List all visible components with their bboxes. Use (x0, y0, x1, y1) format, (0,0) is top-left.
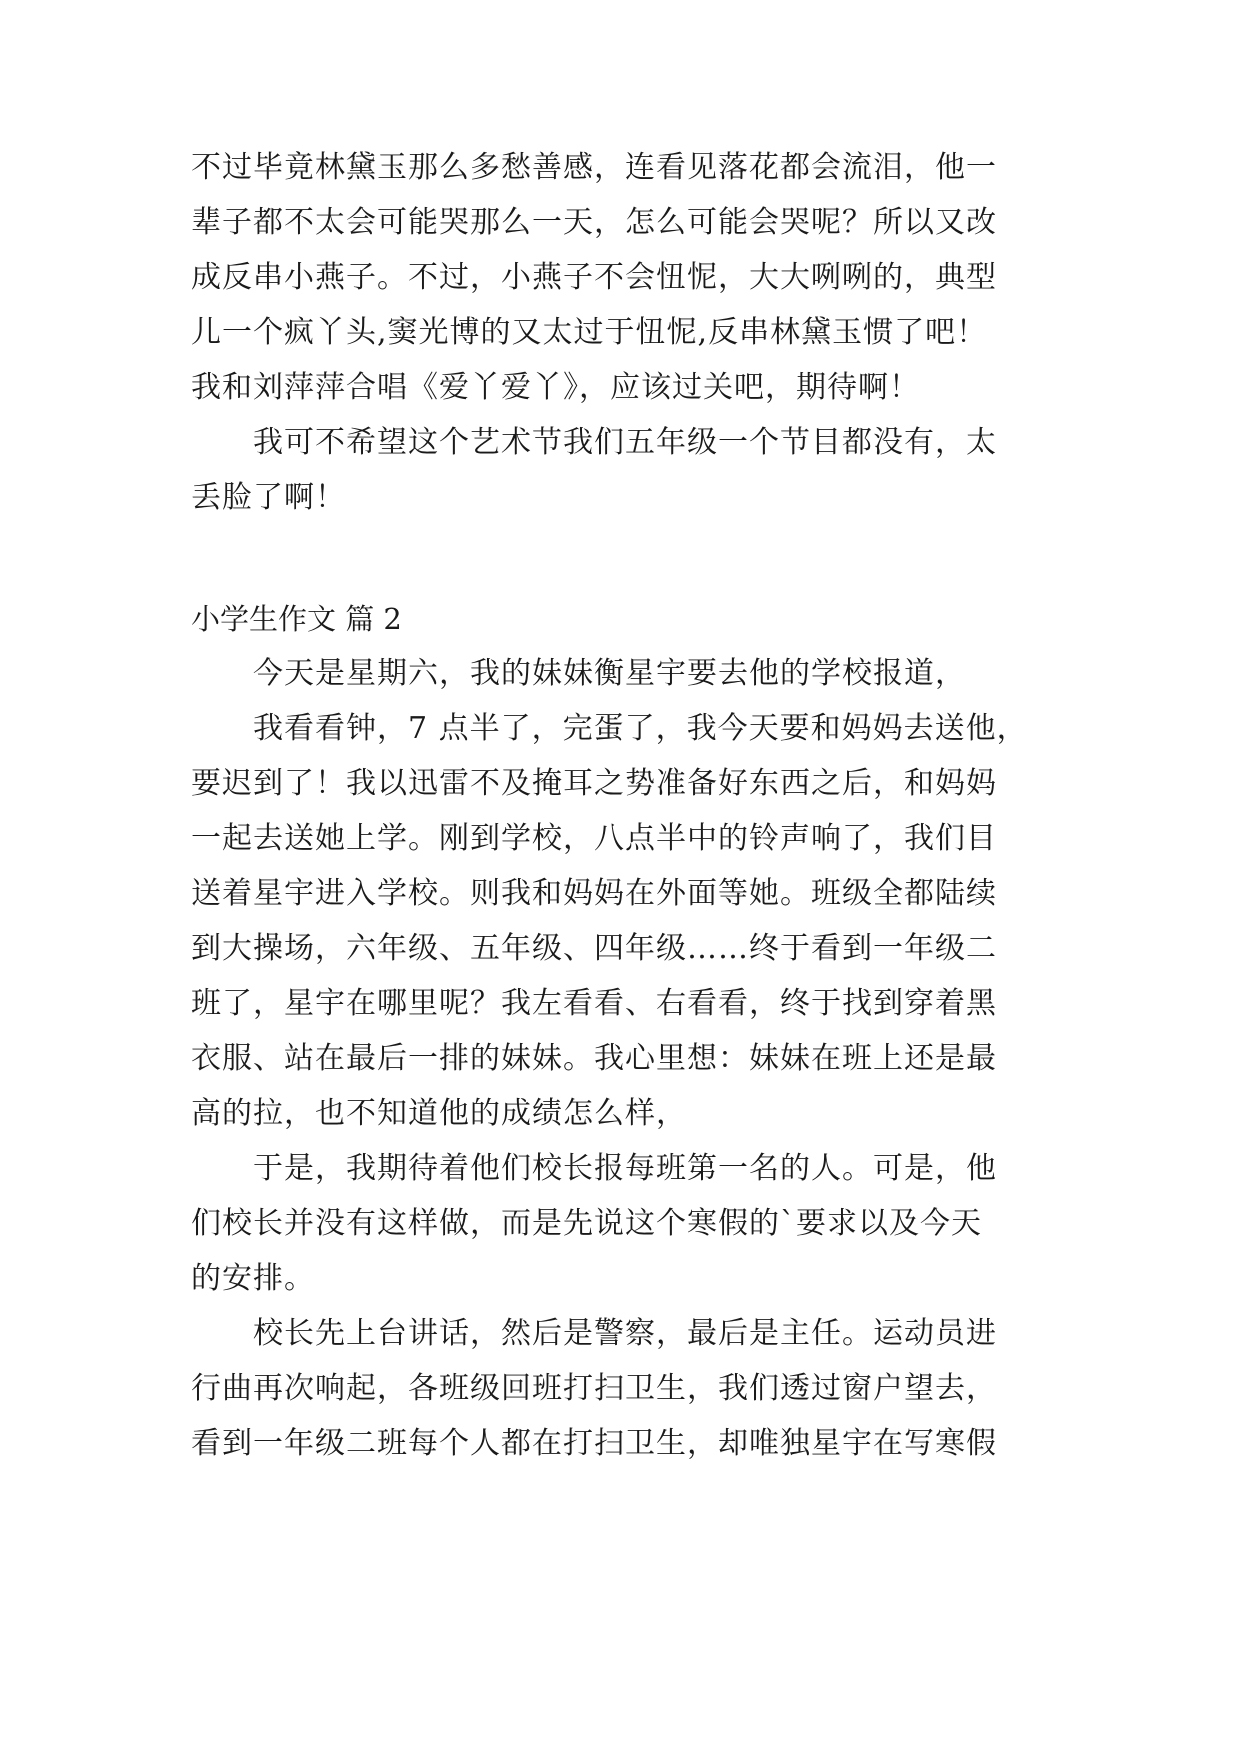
paragraph-line: 校长先上台讲话，然后是警察，最后是主任。运动员进 (253, 1316, 997, 1351)
paragraph-line: 丢脸了啊！ (191, 480, 346, 515)
section-heading: 小学生作文 篇 2 (191, 602, 402, 636)
paragraph-line: 我和刘萍萍合唱《爱丫爱丫》，应该过关吧，期待啊！ (191, 370, 920, 405)
paragraph-line: 儿一个疯丫头,窦光博的又太过于忸怩,反串林黛玉惯了吧！ (191, 315, 988, 350)
paragraph-line: 不过毕竟林黛玉那么多愁善感，连看见落花都会流泪，他一 (191, 150, 997, 185)
paragraph-line: 今天是星期六，我的妹妹衡星宇要去他的学校报道， (253, 656, 966, 691)
paragraph-line: 送着星宇进入学校。则我和妈妈在外面等她。班级全都陆续 (191, 876, 997, 911)
paragraph-line: 一起去送她上学。刚到学校，八点半中的铃声响了，我们目 (191, 821, 997, 856)
paragraph-line: 成反串小燕子。不过，小燕子不会忸怩，大大咧咧的，典型 (191, 260, 997, 295)
paragraph-line: 行曲再次响起，各班级回班打扫卫生，我们透过窗户望去， (191, 1371, 997, 1406)
paragraph-line: 衣服、站在最后一排的妹妹。我心里想：妹妹在班上还是最 (191, 1041, 997, 1076)
paragraph-line: 的安排。 (191, 1261, 315, 1296)
paragraph-line: 高的拉，也不知道他的成绩怎么样， (191, 1096, 687, 1131)
paragraph-line: 我可不希望这个艺术节我们五年级一个节目都没有，太 (253, 425, 997, 460)
paragraph-line: 看到一年级二班每个人都在打扫卫生，却唯独星宇在写寒假 (191, 1426, 997, 1461)
paragraph-line: 于是，我期待着他们校长报每班第一名的人。可是，他 (253, 1151, 997, 1186)
paragraph-line: 班了，星宇在哪里呢？我左看看、右看看，终于找到穿着黑 (191, 986, 997, 1021)
paragraph-line: 辈子都不太会可能哭那么一天，怎么可能会哭呢？所以又改 (191, 205, 997, 240)
paragraph-line: 我看看钟，7 点半了，完蛋了，我今天要和妈妈去送他， (253, 711, 1028, 746)
paragraph-line: 要迟到了！我以迅雷不及掩耳之势准备好东西之后，和妈妈 (191, 766, 997, 801)
paragraph-line: 们校长并没有这样做，而是先说这个寒假的`要求以及今天 (191, 1206, 982, 1241)
paragraph-line: 到大操场，六年级、五年级、四年级……终于看到一年级二 (191, 931, 997, 966)
